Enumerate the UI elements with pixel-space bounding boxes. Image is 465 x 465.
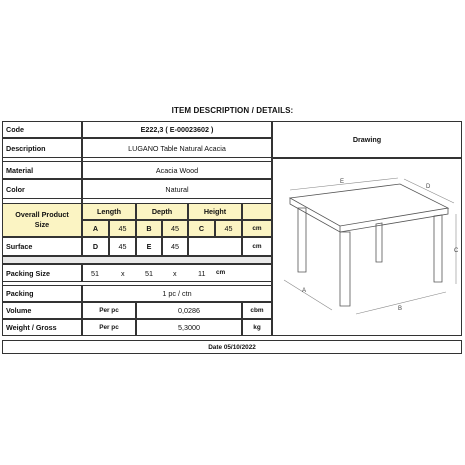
packing-size-sep: x [173,269,177,278]
overall-size-label: Overall Product Size [2,203,82,237]
packing-size-unit: cm [216,269,226,276]
material-value: Acacia Wood [82,161,272,179]
code-value: E222,3 ( E-00023602 ) [82,121,272,138]
drawing-header: Drawing [272,121,462,158]
height-header: Height [188,203,242,220]
weight-unit: kg [242,319,272,336]
volume-unit: cbm [242,302,272,319]
packing-size-depth: 51 [145,269,153,278]
surface-label: Surface [2,237,82,256]
table-top [290,184,448,226]
date-footer: Date 05/10/2022 [2,340,462,354]
surface-blank [188,237,242,256]
description-value: LUGANO Table Natural Acacia [82,138,272,158]
volume-per: Per pc [82,302,136,319]
color-value: Natural [82,179,272,199]
weight-label: Weight / Gross [2,319,82,336]
dim-label-b: B [398,306,403,312]
length-header: Length [82,203,136,220]
packing-value: 1 pc / ctn [82,285,272,302]
unit-header-blank [242,203,272,220]
leg-front-right [340,232,350,306]
depth-letter: B [136,220,162,237]
leg-back-inner [376,223,382,262]
packing-size-label: Packing Size [2,264,82,282]
description-label: Description [2,138,82,158]
weight-per: Per pc [82,319,136,336]
code-label: Code [2,121,82,138]
volume-value: 0,0286 [136,302,242,319]
packing-size-length: 51 [91,269,99,278]
surface-unit: cm [242,237,272,256]
surface-value-e: 45 [162,237,188,256]
packing-size-row [82,264,272,282]
dim-label-d: D [426,184,431,190]
length-value: 45 [109,220,136,237]
dim-line-d [404,179,454,203]
document-title: ITEM DESCRIPTION / DETAILS: [171,106,294,115]
length-letter: A [82,220,109,237]
dim-label-e: E [340,179,345,185]
leg-front-left [298,208,306,272]
packing-label: Packing [2,285,82,302]
packing-size-height: 11 [198,269,206,278]
spacer-grey [2,256,272,264]
table-drawing [276,176,462,322]
table-top-edge [290,198,448,232]
surface-letter-d: D [82,237,109,256]
depth-value: 45 [162,220,188,237]
material-label: Material [2,161,82,179]
overall-unit: cm [242,220,272,237]
height-value: 45 [215,220,242,237]
color-label: Color [2,179,82,199]
weight-value: 5,3000 [136,319,242,336]
volume-label: Volume [2,302,82,319]
surface-letter-e: E [136,237,162,256]
dim-line-a [284,280,332,310]
packing-size-sep: x [121,269,125,278]
surface-value-d: 45 [109,237,136,256]
leg-back-right [434,215,442,282]
depth-header: Depth [136,203,188,220]
height-letter: C [188,220,215,237]
dim-label-a: A [302,288,307,294]
dim-label-c: C [454,248,459,254]
